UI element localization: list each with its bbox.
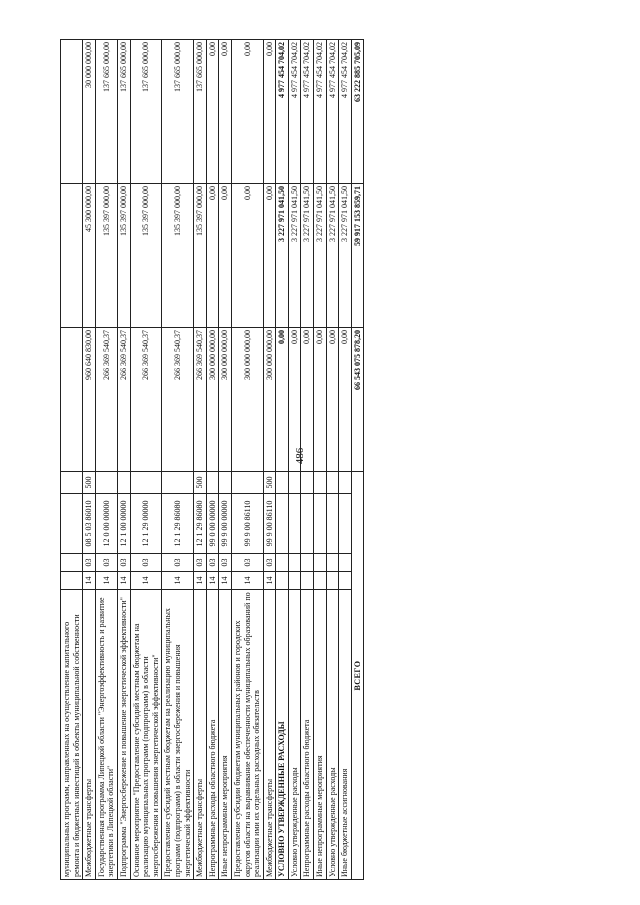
amount-year-2: 135 397 000,00: [117, 184, 130, 328]
subsection-code: 03: [219, 554, 232, 572]
amount-year-3: 30 000 000,00: [83, 40, 96, 184]
section-code: [276, 572, 289, 590]
section-code: 14: [130, 572, 162, 590]
total-amount-year-2: 59 917 153 859,71: [351, 184, 364, 328]
amount-year-3: 137 665 000,00: [130, 40, 162, 184]
expense-type-code: 500: [83, 472, 96, 494]
subsection-code: 03: [95, 554, 117, 572]
subsection-code: [288, 554, 301, 572]
amount-year-1: 300 000 000,00: [219, 328, 232, 472]
amount-year-1: 266 369 540,37: [194, 328, 207, 472]
subsection-code: 03: [263, 554, 276, 572]
amount-year-1: 266 369 540,37: [117, 328, 130, 472]
target-article-code: [276, 494, 289, 554]
subsection-code: [326, 554, 339, 572]
subsection-code: 03: [194, 554, 207, 572]
section-code: 14: [162, 572, 194, 590]
section-code: 14: [219, 572, 232, 590]
table-row: [263, 40, 276, 880]
amount-year-2: 3 227 971 041,50: [288, 184, 301, 328]
target-article-code: 12 1 29 00000: [130, 494, 162, 554]
amount-year-1: 300 000 000,00: [206, 328, 219, 472]
row-name: Иные бюджетные ассигнования: [339, 590, 352, 880]
total-amount-year-3: 63 222 885 705,09: [351, 40, 364, 184]
amount-year-1: 300 000 000,00: [263, 328, 276, 472]
amount-year-3: 137 665 000,00: [194, 40, 207, 184]
table-row: [276, 40, 289, 880]
target-article-code: 99 9 00 00000: [219, 494, 232, 554]
amount-year-2: 135 397 000,00: [95, 184, 117, 328]
amount-year-3: 4 977 454 704,02: [326, 40, 339, 184]
row-name: муниципальных программ, направленных на осуществление капитального ремонта и бюджетных инвестиций в объекты муниципальной собственности: [61, 590, 83, 880]
amount-year-1: 0,00: [339, 328, 352, 472]
row-name: Межбюджетные трансферты: [83, 590, 96, 880]
amount-year-1: 266 369 540,37: [130, 328, 162, 472]
table-row: [231, 40, 263, 880]
target-article-code: 12 1 00 00000: [117, 494, 130, 554]
amount-year-3: 4 977 454 704,02: [276, 40, 289, 184]
amount-year-3: 0,00: [219, 40, 232, 184]
section-code: 14: [231, 572, 263, 590]
expense-type-code: [206, 472, 219, 494]
amount-year-2: [61, 184, 83, 328]
table-row: [314, 40, 327, 880]
amount-year-2: 0,00: [219, 184, 232, 328]
subsection-code: 03: [130, 554, 162, 572]
target-article-code: 12 1 29 86080: [162, 494, 194, 554]
amount-year-2: 135 397 000,00: [130, 184, 162, 328]
row-name: Основное мероприятие "Предоставление субсидий местным бюджетам на реализацию муниципальных программ (подпрограмм) в области энергосбережения и повышения энергетической эффективности": [130, 590, 162, 880]
table-row: [339, 40, 352, 880]
expense-type-code: 500: [263, 472, 276, 494]
row-name: Предоставление субсидии бюджетам муниципальных районов и городских округов области на выравнивание обеспеченности муниципальных образований по реализации ими их отдельных расходных обязательств: [231, 590, 263, 880]
table-row: [117, 40, 130, 880]
expense-type-code: [314, 472, 327, 494]
expense-type-code: [61, 472, 83, 494]
row-name: Подпрограмма "Энергосбережение и повышение энергетической эффективности": [117, 590, 130, 880]
expense-type-code: [326, 472, 339, 494]
subsection-code: [61, 554, 83, 572]
amount-year-2: 135 397 000,00: [162, 184, 194, 328]
row-name: УСЛОВНО УТВЕРЖДЕННЫЕ РАСХОДЫ: [276, 590, 289, 880]
section-code: [301, 572, 314, 590]
amount-year-1: 300 000 000,00: [231, 328, 263, 472]
amount-year-3: 0,00: [263, 40, 276, 184]
total-label: ВСЕГО: [351, 472, 364, 880]
subsection-code: [314, 554, 327, 572]
section-code: [288, 572, 301, 590]
target-article-code: [339, 494, 352, 554]
section-code: [339, 572, 352, 590]
table-row: [162, 40, 194, 880]
amount-year-2: 0,00: [263, 184, 276, 328]
amount-year-1: 0,00: [276, 328, 289, 472]
expense-type-code: [117, 472, 130, 494]
amount-year-3: 137 665 000,00: [117, 40, 130, 184]
amount-year-1: 266 369 540,37: [162, 328, 194, 472]
amount-year-2: 3 227 971 041,50: [301, 184, 314, 328]
target-article-code: [61, 494, 83, 554]
expense-type-code: [339, 472, 352, 494]
expense-type-code: [231, 472, 263, 494]
amount-year-1: 0,00: [288, 328, 301, 472]
budget-table-body: [61, 40, 364, 880]
expense-type-code: 500: [194, 472, 207, 494]
target-article-code: 12 1 29 86080: [194, 494, 207, 554]
table-row: [288, 40, 301, 880]
amount-year-2: 3 227 971 041,50: [339, 184, 352, 328]
target-article-code: [326, 494, 339, 554]
expense-type-code: [130, 472, 162, 494]
amount-year-3: 4 977 454 704,02: [301, 40, 314, 184]
expense-type-code: [95, 472, 117, 494]
target-article-code: [301, 494, 314, 554]
table-row: [61, 40, 83, 880]
expense-type-code: [301, 472, 314, 494]
subsection-code: 03: [231, 554, 263, 572]
amount-year-2: 0,00: [206, 184, 219, 328]
page-number: 486: [294, 447, 306, 465]
amount-year-1: 266 369 540,37: [95, 328, 117, 472]
amount-year-2: 0,00: [231, 184, 263, 328]
section-code: 14: [117, 572, 130, 590]
amount-year-3: 4 977 454 704,02: [339, 40, 352, 184]
amount-year-3: 137 665 000,00: [162, 40, 194, 184]
table-row: [95, 40, 117, 880]
budget-table: [60, 39, 364, 880]
subsection-code: [301, 554, 314, 572]
table-row: [194, 40, 207, 880]
section-code: 14: [206, 572, 219, 590]
amount-year-3: [61, 40, 83, 184]
expense-type-code: [288, 472, 301, 494]
section-code: 14: [263, 572, 276, 590]
table-row: [206, 40, 219, 880]
table-row: [301, 40, 314, 880]
section-code: [326, 572, 339, 590]
target-article-code: [314, 494, 327, 554]
amount-year-3: 4 977 454 704,02: [288, 40, 301, 184]
amount-year-1: 0,00: [326, 328, 339, 472]
subsection-code: [276, 554, 289, 572]
section-code: [61, 572, 83, 590]
section-code: 14: [194, 572, 207, 590]
subsection-code: [339, 554, 352, 572]
subsection-code: 03: [117, 554, 130, 572]
row-name: Непрограммные расходы областного бюджета: [206, 590, 219, 880]
amount-year-2: 45 300 000,00: [83, 184, 96, 328]
amount-year-3: 137 665 000,00: [95, 40, 117, 184]
amount-year-1: 960 640 830,00: [83, 328, 96, 472]
target-article-code: [288, 494, 301, 554]
subsection-code: 03: [206, 554, 219, 572]
target-article-code: 08 5 03 86010: [83, 494, 96, 554]
total-row: [351, 40, 364, 880]
row-name: Условно утвержденные расходы: [326, 590, 339, 880]
expense-type-code: [219, 472, 232, 494]
target-article-code: 99 0 00 00000: [206, 494, 219, 554]
section-code: 14: [83, 572, 96, 590]
table-row: [219, 40, 232, 880]
amount-year-2: 3 227 971 041,50: [314, 184, 327, 328]
amount-year-2: 3 227 971 041,50: [276, 184, 289, 328]
budget-table-container: [60, 40, 364, 880]
amount-year-1: [61, 328, 83, 472]
amount-year-2: 3 227 971 041,50: [326, 184, 339, 328]
target-article-code: 99 9 00 86110: [263, 494, 276, 554]
expense-type-code: [276, 472, 289, 494]
target-article-code: 99 9 00 86110: [231, 494, 263, 554]
row-name: Межбюджетные трансферты: [263, 590, 276, 880]
expense-type-code: [162, 472, 194, 494]
amount-year-1: 0,00: [301, 328, 314, 472]
subsection-code: 03: [83, 554, 96, 572]
amount-year-1: 0,00: [314, 328, 327, 472]
table-row: [83, 40, 96, 880]
table-row: [130, 40, 162, 880]
amount-year-3: 0,00: [206, 40, 219, 184]
amount-year-2: 135 397 000,00: [194, 184, 207, 328]
amount-year-3: 0,00: [231, 40, 263, 184]
section-code: [314, 572, 327, 590]
row-name: Межбюджетные трансферты: [194, 590, 207, 880]
row-name: Иные непрограммные мероприятия: [314, 590, 327, 880]
subsection-code: 03: [162, 554, 194, 572]
row-name: Условно утвержденные расходы: [288, 590, 301, 880]
table-row: [326, 40, 339, 880]
row-name: Непрограммные расходы областного бюджета: [301, 590, 314, 880]
total-amount-year-1: 66 543 075 878,20: [351, 328, 364, 472]
target-article-code: 12 0 00 00000: [95, 494, 117, 554]
row-name: Предоставление субсидий местным бюджетам на реализацию муниципальных программ (подпрограмм) в области энергосбережения и повышения энергетической эффективности: [162, 590, 194, 880]
row-name: Государственная программа Липецкой области "Энергоэффективность и развитие энергетики в Липецкой области": [95, 590, 117, 880]
section-code: 14: [95, 572, 117, 590]
amount-year-3: 4 977 454 704,02: [314, 40, 327, 184]
row-name: Иные непрограммные мероприятия: [219, 590, 232, 880]
